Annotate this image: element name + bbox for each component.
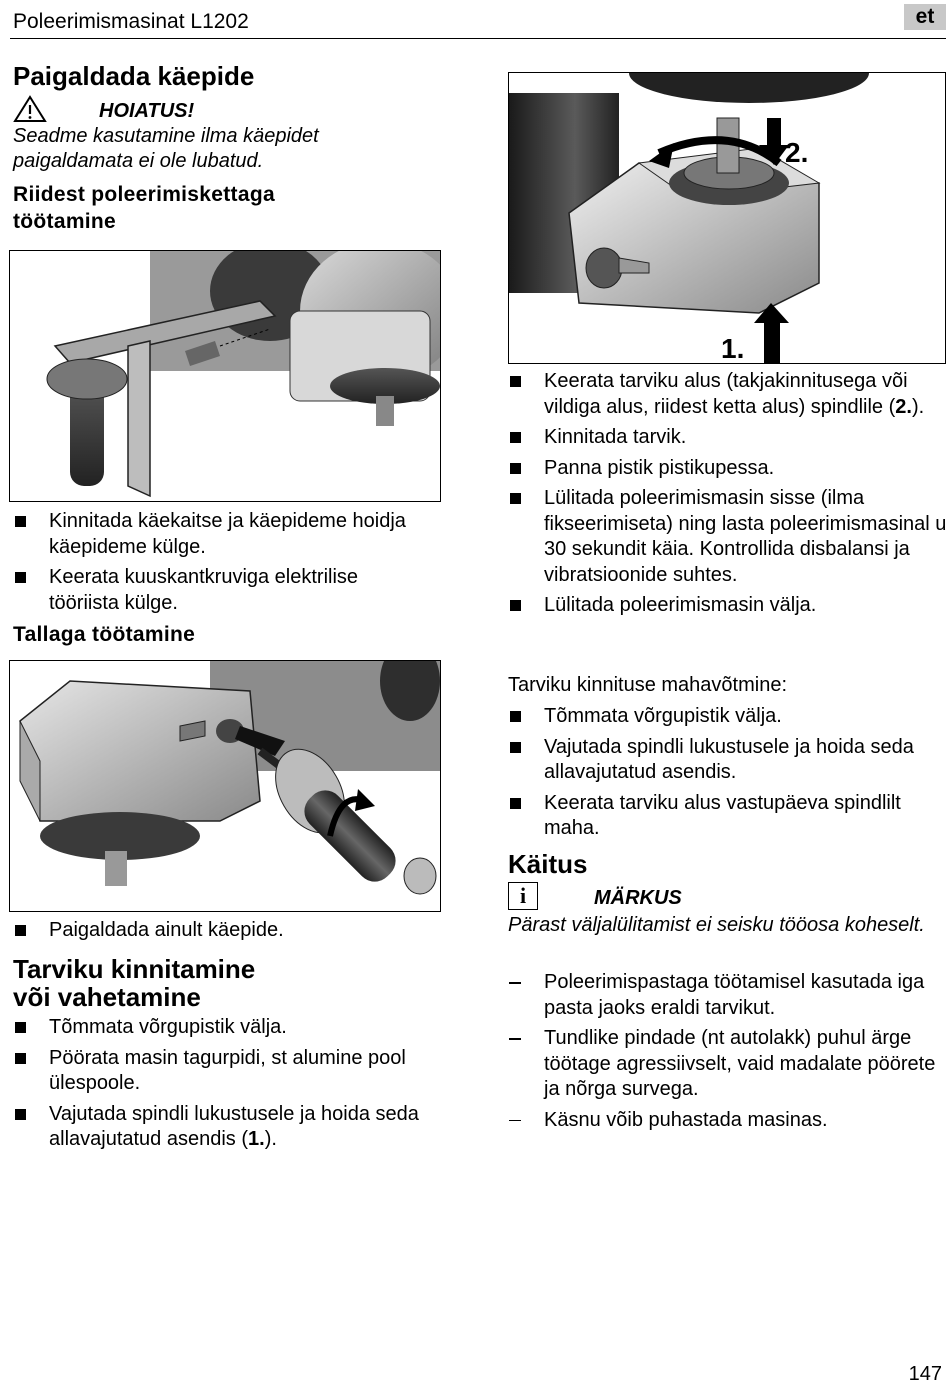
accessory-mounting-illustration — [509, 73, 945, 363]
bullet-square-icon — [510, 798, 521, 809]
warning-label: HOIATUS! — [99, 100, 195, 122]
list-item: Käsnu võib puhastada masinas. — [508, 1108, 948, 1134]
figure-handle-installation — [9, 660, 441, 912]
section-title-accessory: Tarviku kinnitamine või vahetamine — [13, 954, 256, 1012]
dash-marker-icon — [509, 982, 521, 984]
language-tab: et — [904, 4, 946, 30]
bullet-square-icon — [510, 463, 521, 474]
list-item: Keerata tarviku alus vastupäeva spindlilt maha. — [508, 791, 948, 842]
subsection-title-sole: Tallaga töötamine — [13, 623, 196, 646]
list-sole-steps — [13, 918, 433, 949]
list-item: Lülitada poleerimismasin sisse (ilma fikseerimiseta) ning lasta poleerimismasinal u 30 sekundit käia. Kontrollida disbalansi ja vibratsioonide suhtes. — [508, 486, 948, 588]
page-number: 147 — [908, 1363, 942, 1385]
bullet-square-icon — [510, 376, 521, 387]
section-title-operation: Käitus — [508, 849, 588, 879]
warning-triangle-icon — [13, 95, 47, 123]
figure-handle-assembly — [9, 250, 441, 502]
figure-label-2: 2. — [785, 137, 809, 168]
dash-marker-icon — [509, 1038, 521, 1040]
list-item: Vajutada spindli lukustusele ja hoida seda allavajutatud asendis (1.). — [13, 1102, 433, 1153]
bullet-square-icon — [15, 516, 26, 527]
list-item: Tõmmata võrgupistik välja. — [508, 704, 948, 730]
note-label: MÄRKUS — [594, 887, 682, 909]
warning-text: Seadme kasutamine ilma käepidet paigaldamata ei ole lubatud. — [13, 125, 319, 172]
list-item: Kinnitada tarvik. — [508, 425, 948, 451]
figure-label-1: 1. — [721, 333, 745, 364]
header-title: Poleerimismasinat L1202 — [13, 10, 249, 33]
list-item: Tundlike pindade (nt autolakk) puhul ärge töötage agressiivselt, vaid madalate pöörete ja nõrga survega. — [508, 1026, 948, 1103]
list-mount-steps — [508, 369, 948, 624]
list-item: Pöörata masin tagurpidi, st alumine pool ülespoole. — [13, 1046, 433, 1097]
list-item: Kinnitada käekaitse ja käepideme hoidja käepideme külge. — [13, 509, 433, 560]
bullet-square-icon — [510, 432, 521, 443]
section-title-install-handle: Paigaldada käepide — [13, 61, 255, 91]
list-accessory-steps — [13, 1015, 433, 1158]
bullet-square-icon — [510, 600, 521, 611]
bullet-square-icon — [15, 1022, 26, 1033]
list-item: Tõmmata võrgupistik välja. — [13, 1015, 433, 1041]
figure-accessory-mounting — [508, 72, 946, 364]
bullet-square-icon — [15, 572, 26, 583]
list-item: Poleerimispastaga töötamisel kasutada iga pasta jaoks eraldi tarvikut. — [508, 970, 948, 1021]
info-icon: i — [508, 882, 538, 910]
header-divider — [10, 38, 946, 39]
bullet-square-icon — [510, 711, 521, 722]
bullet-square-icon — [15, 925, 26, 936]
subsection-title-cloth-pad: Riidest poleerimiskettaga töötamine — [13, 183, 275, 233]
list-item: Keerata tarviku alus (takjakinnitusega või vildiga alus, riidest ketta alus) spindlile (2.). — [508, 369, 948, 420]
bullet-square-icon — [510, 493, 521, 504]
handle-assembly-illustration — [10, 251, 440, 501]
list-item: Vajutada spindli lukustusele ja hoida seda allavajutatud asendis. — [508, 735, 948, 786]
bullet-square-icon — [15, 1109, 26, 1120]
list-install-steps — [13, 509, 433, 621]
removal-title: Tarviku kinnituse mahavõtmine: — [508, 674, 788, 696]
list-item: Panna pistik pistikupessa. — [508, 456, 948, 482]
dash-marker-icon — [509, 1120, 521, 1122]
note-text: Pärast väljalülitamist ei seisku tööosa koheselt. — [508, 914, 925, 936]
list-item: Lülitada poleerimismasin välja. — [508, 593, 948, 619]
list-removal-steps — [508, 704, 948, 847]
bullet-square-icon — [510, 742, 521, 753]
handle-installation-illustration — [10, 661, 440, 911]
list-item: Keerata kuuskantkruviga elektrilise tööriista külge. — [13, 565, 433, 616]
bullet-square-icon — [15, 1053, 26, 1064]
list-operation-notes — [508, 970, 948, 1138]
list-item: Paigaldada ainult käepide. — [13, 918, 433, 944]
